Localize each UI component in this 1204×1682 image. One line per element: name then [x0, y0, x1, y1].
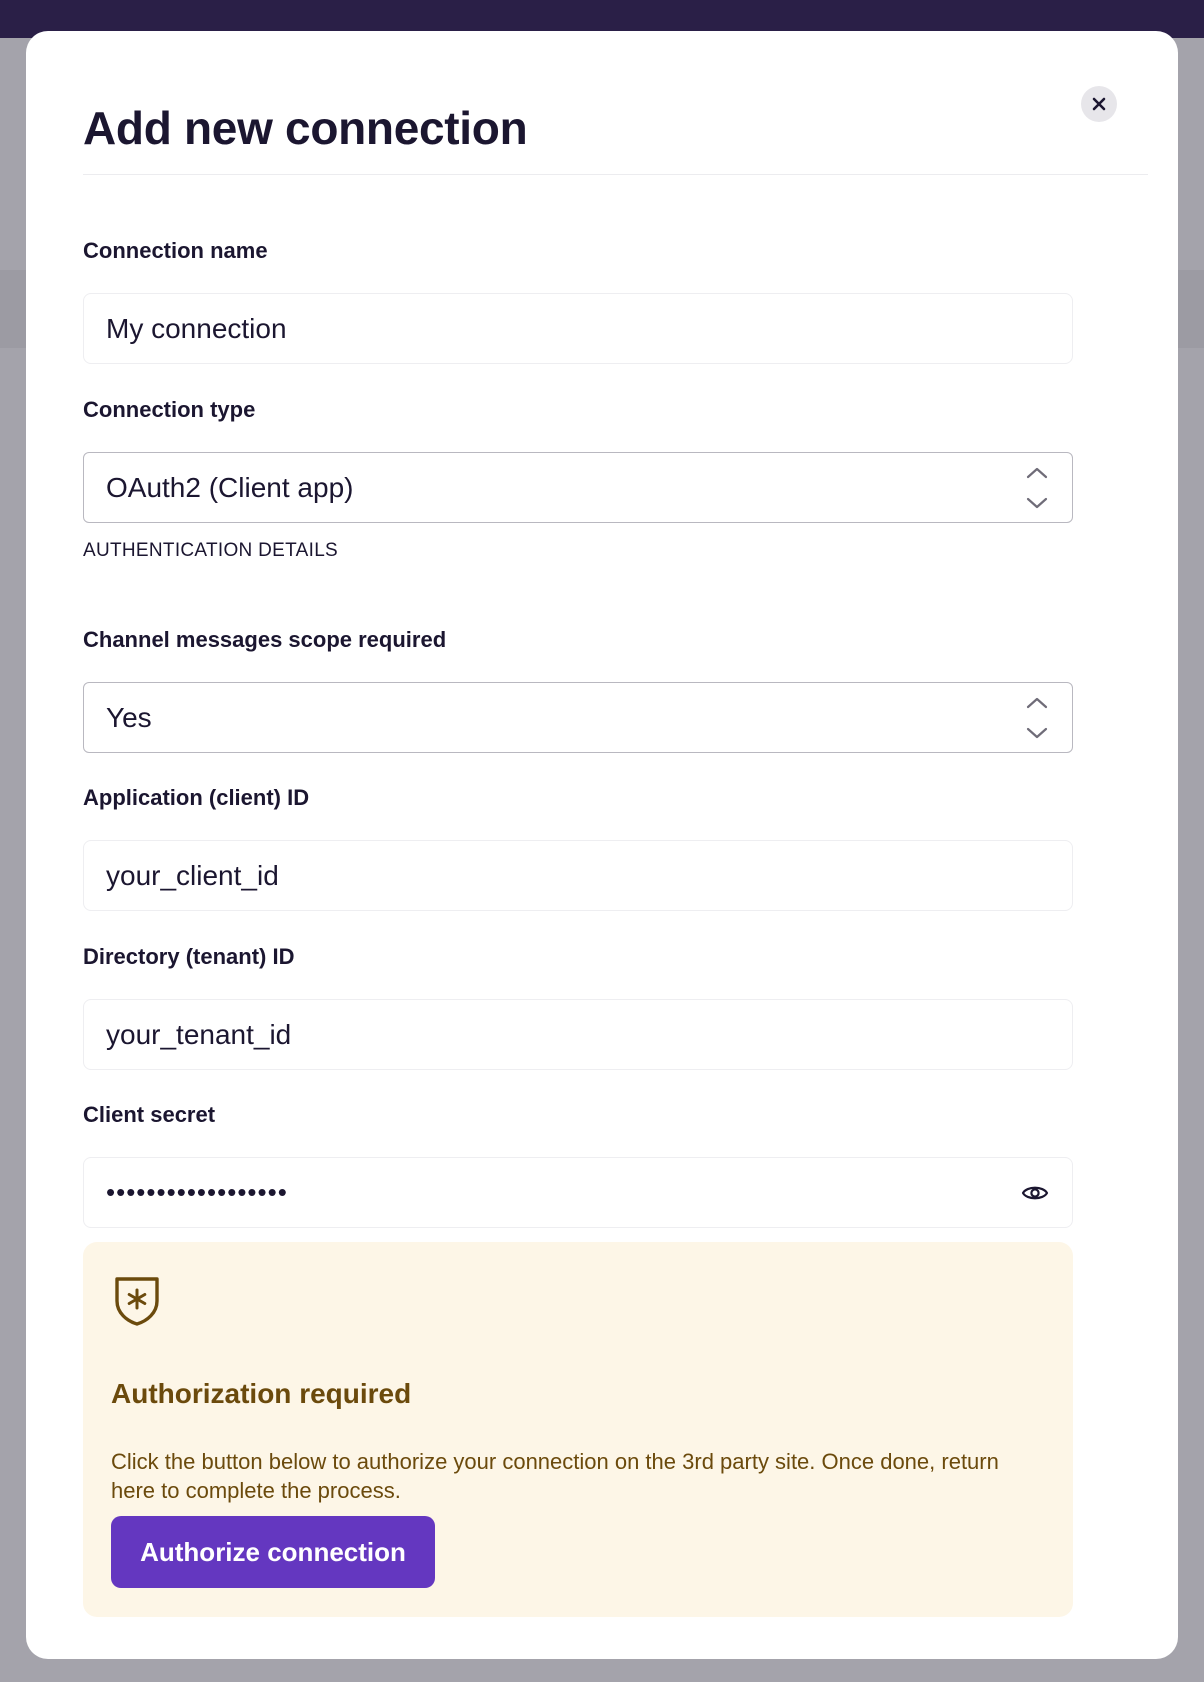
client-id-label: Application (client) ID: [83, 785, 310, 810]
client-secret-input[interactable]: [83, 1157, 1073, 1228]
authorization-description: Click the button below to authorize your connection on the 3rd party site. Once done, return here to complete the process.: [111, 1449, 999, 1503]
authorize-connection-button[interactable]: Authorize connection: [111, 1516, 435, 1588]
channel-scope-select[interactable]: [83, 682, 1073, 753]
authentication-details-heading: AUTHENTICATION DETAILS: [83, 540, 339, 561]
client-id-input[interactable]: [83, 840, 1073, 911]
shield-star-icon: [113, 1275, 161, 1327]
add-connection-modal: [26, 31, 1178, 1659]
authorization-notice: [83, 1242, 1073, 1617]
modal-title: Add new connection: [83, 102, 528, 154]
eye-icon: [1021, 1183, 1049, 1203]
connection-type-value: OAuth2 (Client app): [106, 471, 354, 503]
client-secret-masked-value: ••••••••••••••••••: [106, 1177, 288, 1207]
close-button[interactable]: [1081, 86, 1117, 122]
header-divider: [83, 174, 1148, 175]
channel-scope-value: Yes: [106, 701, 152, 733]
tenant-id-value: your_tenant_id: [106, 1018, 292, 1050]
connection-name-input[interactable]: [83, 293, 1073, 364]
client-id-value: your_client_id: [106, 859, 279, 891]
authorization-title: Authorization required: [111, 1378, 412, 1409]
client-secret-label: Client secret: [83, 1102, 216, 1127]
channel-scope-label: Channel messages scope required: [83, 627, 447, 652]
tenant-id-label: Directory (tenant) ID: [83, 944, 295, 969]
connection-name-label: Connection name: [83, 238, 268, 263]
show-password-toggle[interactable]: [1020, 1178, 1050, 1208]
chevron-up-down-icon: [1024, 697, 1050, 739]
tenant-id-input[interactable]: [83, 999, 1073, 1070]
close-icon: [1092, 97, 1106, 111]
connection-type-select[interactable]: [83, 452, 1073, 523]
connection-type-label: Connection type: [83, 397, 256, 422]
connection-name-value: My connection: [106, 312, 287, 344]
chevron-up-down-icon: [1024, 467, 1050, 509]
